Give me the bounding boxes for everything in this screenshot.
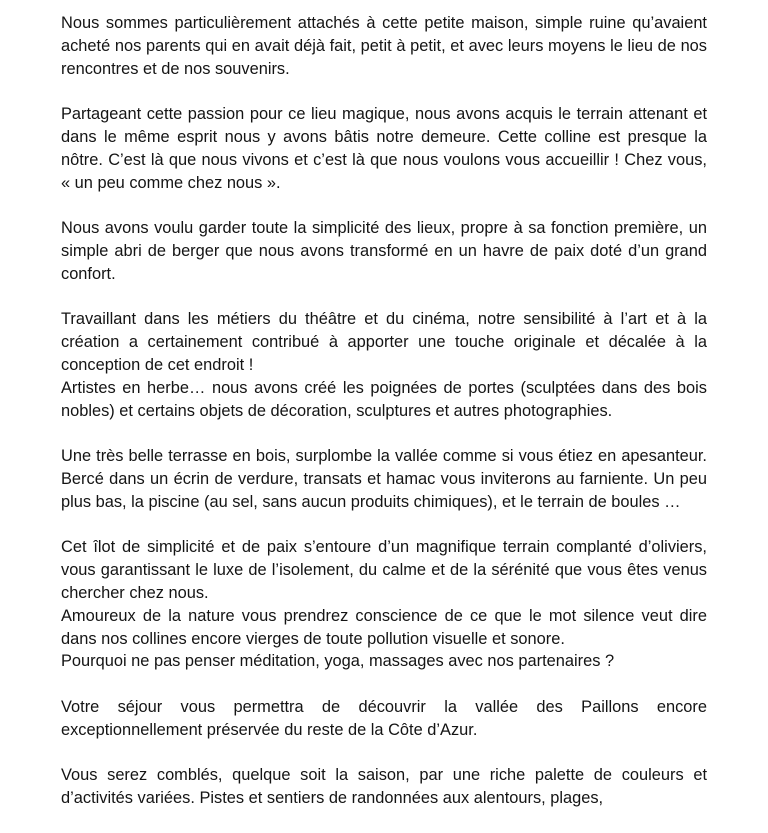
paragraph-paillons-valley: Votre séjour vous permettra de découvrir la vallée des Paillons encore exceptionnellement préservée du reste de la Côte d’Azur. (61, 697, 707, 739)
paragraph-hill-welcome: Partageant cette passion pour ce lieu magique, nous avons acquis le terrain attenant et dans le même esprit nous y avons bâtis notre demeure. Cette colline est presque la nôtre. C’est là que nous vivons et c’est là que nous voulons vous accueillir ! Chez vous, « un peu comme chez nous ». (61, 105, 707, 192)
paragraph-simplicity: Nous avons voulu garder toute la simplicité des lieux, propre à sa fonction première, un simple abri de berger que nous avons transformé en un havre de paix doté d’un grand confort. (61, 219, 707, 283)
document-body (61, 12, 707, 833)
paragraph-nature-silence: Amoureux de la nature vous prendrez conscience de ce que le mot silence veut dire dans nos collines encore vierges de toute pollution visuelle et sonore. (61, 606, 707, 648)
paragraph-terrace: Une très belle terrasse en bois, surplombe la vallée comme si vous étiez en apesanteur. Bercé dans un écrin de verdure, transats et hamac vous inviterons au farniente. Un peu plus bas, la piscine (au sel, sans aucun produits chimiques), et le terrain de boules … (61, 447, 707, 511)
paragraph-theatre-cinema: Travaillant dans les métiers du théâtre et du cinéma, notre sensibilité à l’art et à la création a certainement contribué à apporter une touche originale et décalée à la conception de cet endroit ! (61, 310, 707, 374)
paragraph-olive-grove: Cet îlot de simplicité et de paix s’entoure d’un magnifique terrain complanté d’oliviers, vous garantissant le luxe de l’isolement, du calme et de la sérénité que vous êtes venus chercher chez nous. (61, 538, 707, 602)
paragraph-seasons-activities: Vous serez comblés, quelque soit la saison, par une riche palette de couleurs et d’activités variées. Pistes et sentiers de randonnées aux alentours, plages, (61, 766, 707, 808)
paragraph-artists: Artistes en herbe… nous avons créé les poignées de portes (sculptées dans des bois nobles) et certains objets de décoration, sculptures et autres photographies. (61, 378, 707, 420)
paragraph-wellness: Pourquoi ne pas penser méditation, yoga, massages avec nos partenaires ? (61, 652, 615, 671)
paragraph-house-history: Nous sommes particulièrement attachés à cette petite maison, simple ruine qu’avaient acheté nos parents qui en avait déjà fait, petit à petit, et avec leurs moyens le lieu de nos rencontres et de nos souvenirs. (61, 14, 707, 78)
